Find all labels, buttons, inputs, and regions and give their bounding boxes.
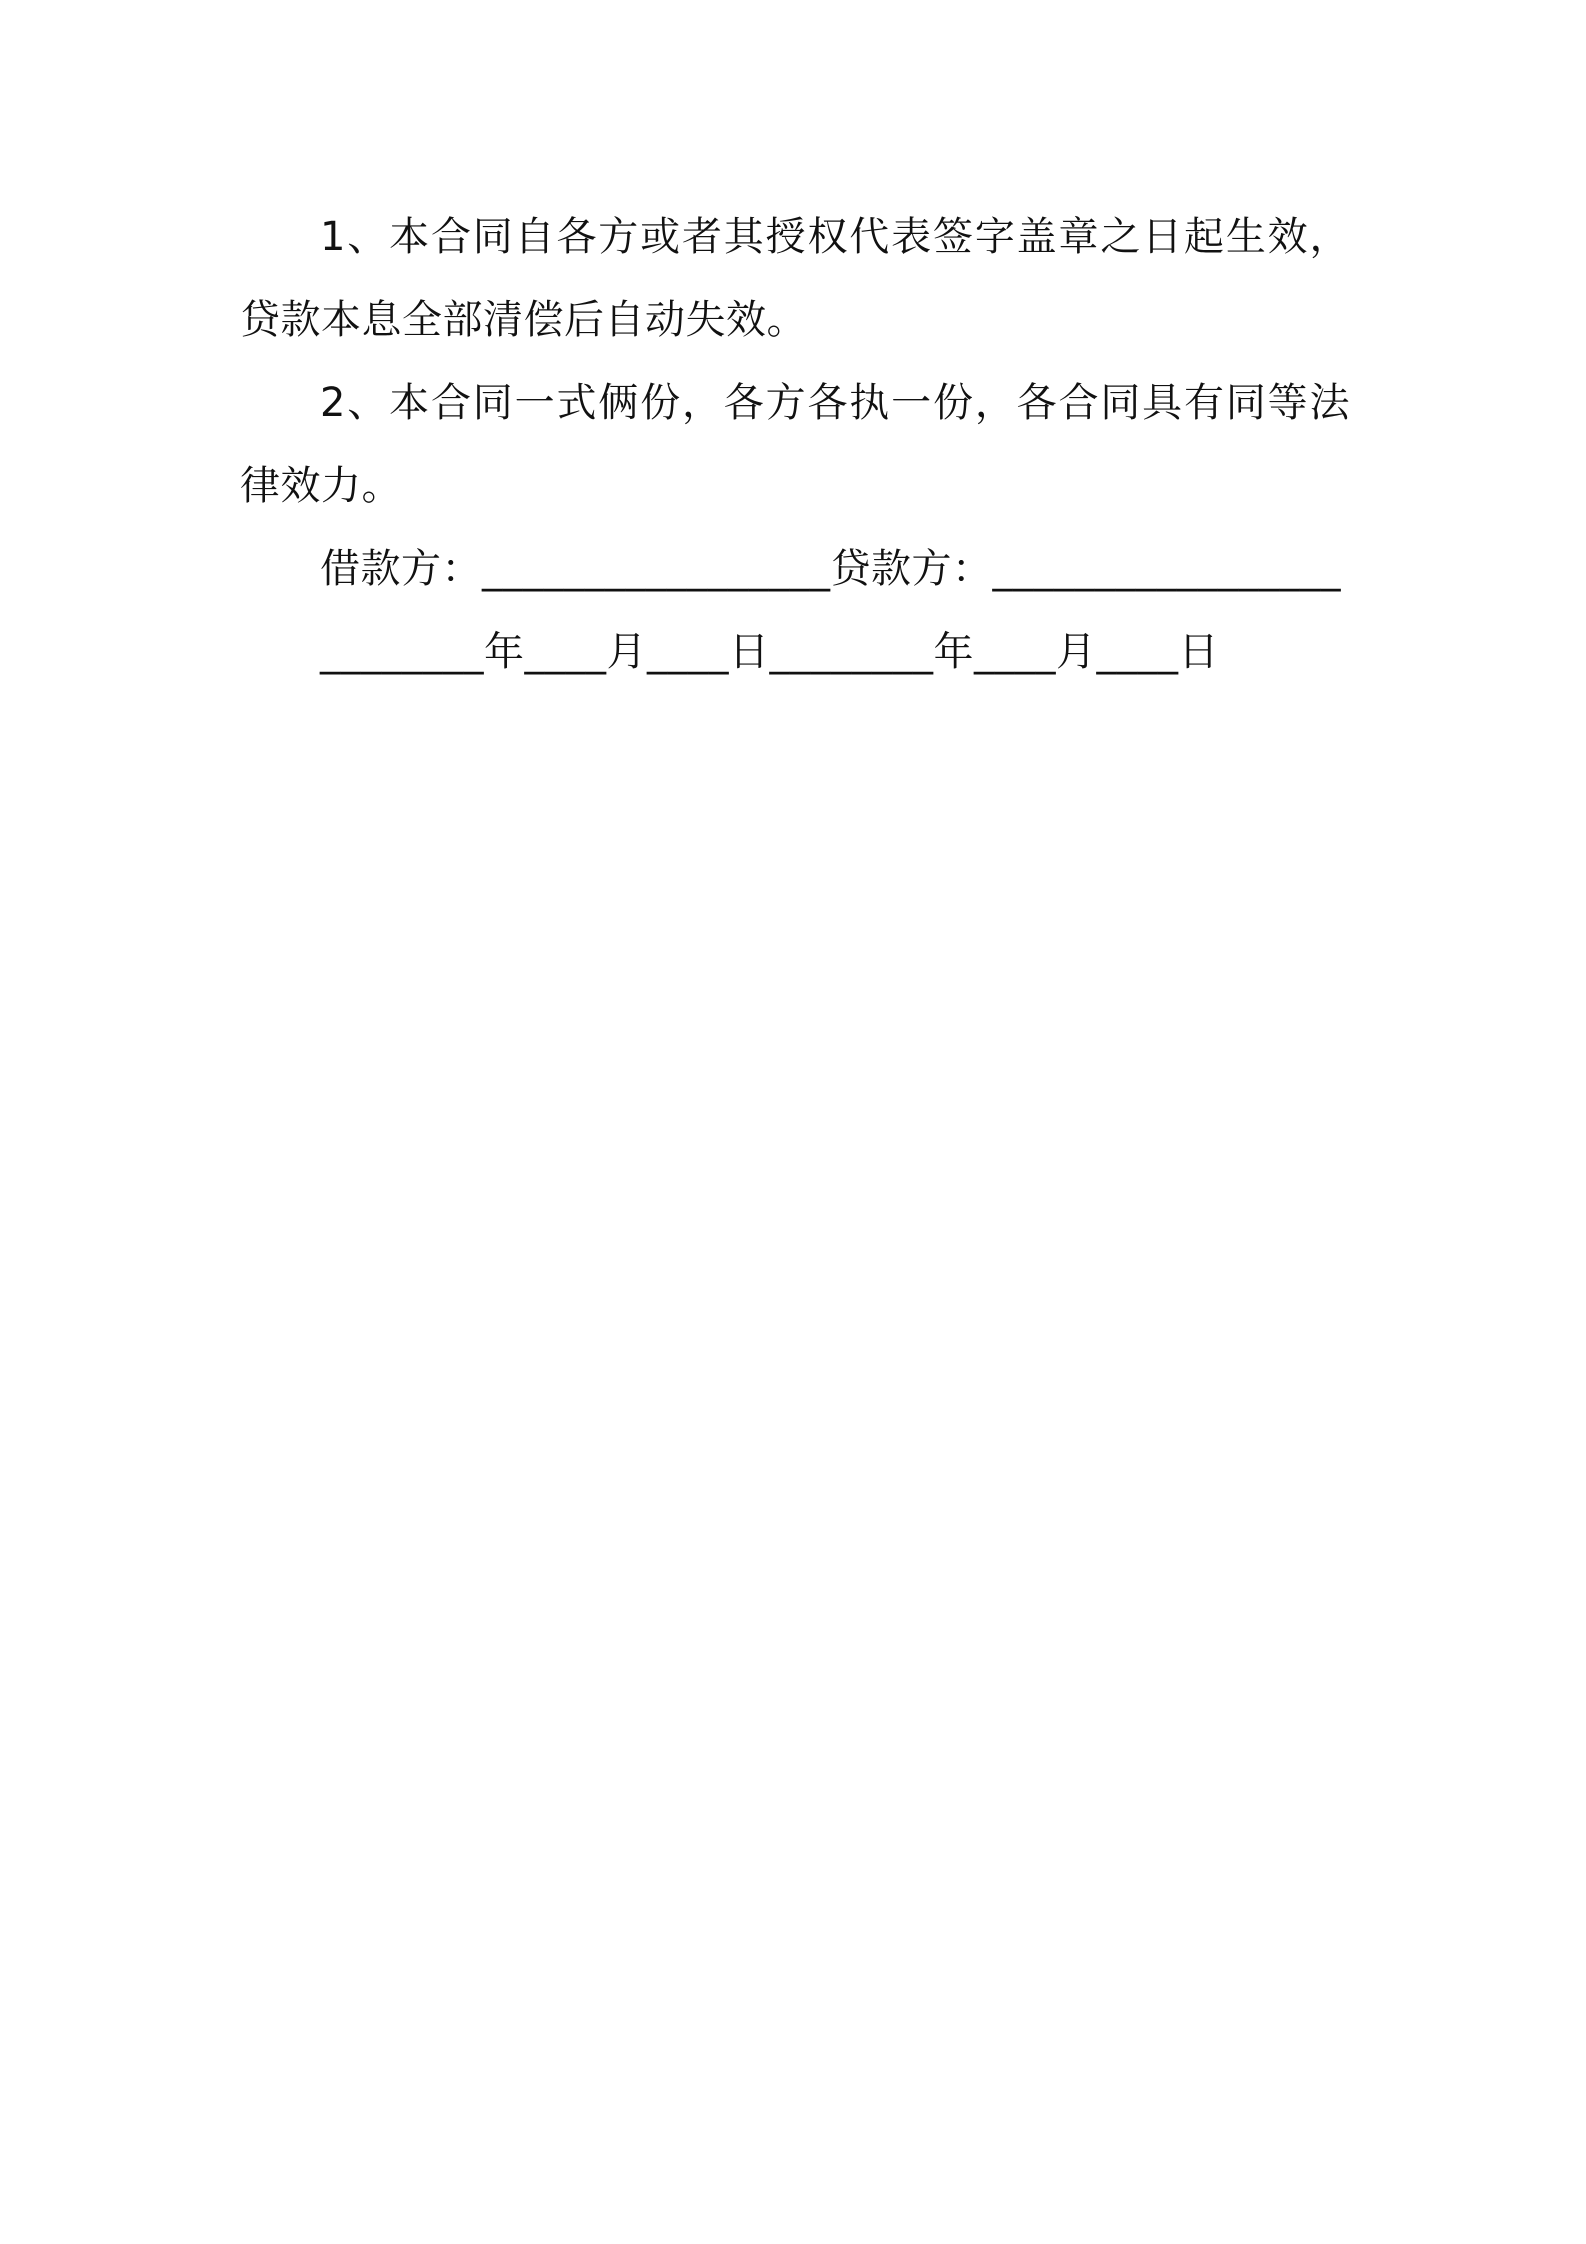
clause-2-paragraph: 2、本合同一式俩份，各方各执一份，各合同具有同等法律效力。 [240,380,1350,509]
document-body [240,196,1350,694]
signature-line: 借款方：_________________贷款方：_________________ [320,546,1341,592]
clause-1-paragraph: 1、本合同自各方或者其授权代表签字盖章之日起生效，贷款本息全部清偿后自动失效。 [240,214,1350,343]
date-line: ________年____月____日________年____月____日 [320,629,1219,675]
